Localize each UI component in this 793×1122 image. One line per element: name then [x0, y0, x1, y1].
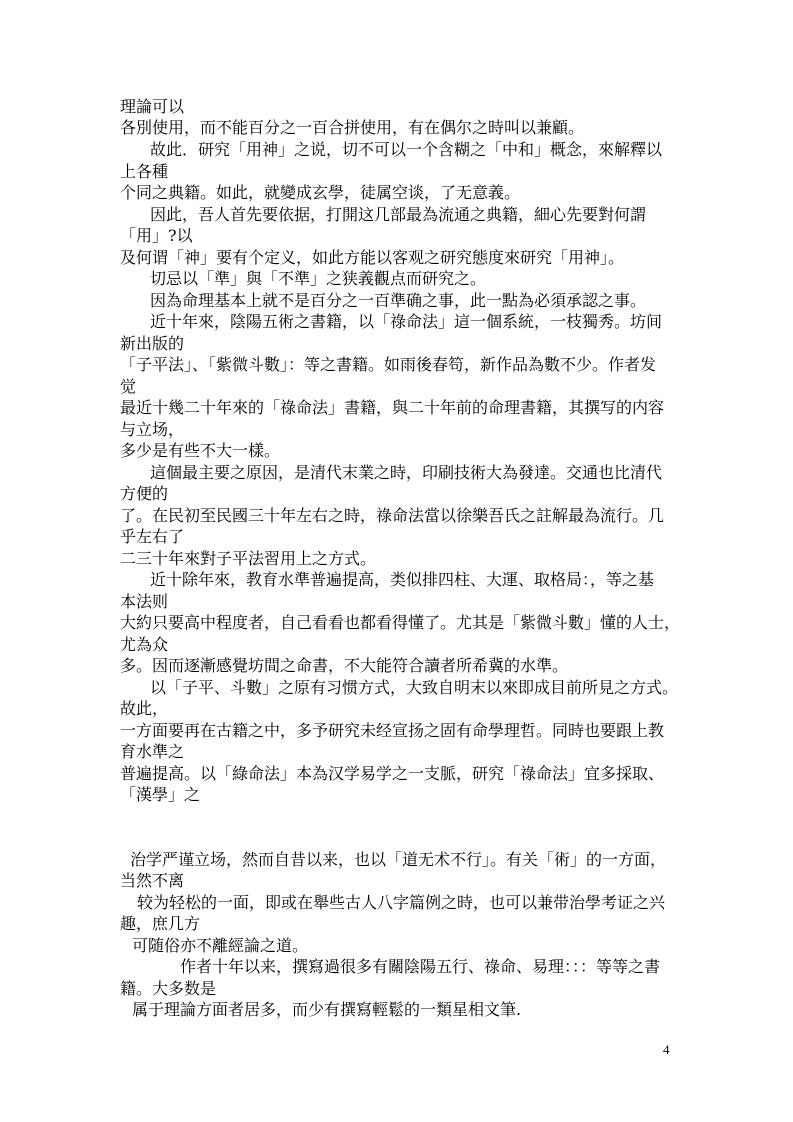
text-line: 尤為众: [120, 635, 169, 654]
text-line: 上各種: [120, 162, 169, 181]
text-line: 切忌以「準」與「不準」之狭義觀点而研究之。: [150, 269, 487, 288]
text-line: 作者十年以来，撰寫過很多有關陰陽五行、祿命、易理：：：等等之書: [180, 957, 661, 976]
text-line: 因為命理基本上就不是百分之一百準确之事，此一點為必須承認之事。: [150, 291, 647, 310]
text-line: 方便的: [120, 484, 169, 503]
text-line: 「子平法」、「紫微斗數」：等之書籍。如雨後春笱，新作品為數不少。作者发: [120, 355, 657, 374]
text-line: 以「子平、斗數」之原有习惯方式，大致自明末以來即成目前所見之方式。: [150, 678, 679, 697]
text-line: 个同之典籍。如此，就變成玄學，徒属空谈，了无意義。: [120, 183, 521, 202]
text-line: 大約只要高中程度者，自己看看也都看得懂了。尤其是「紫微斗數」懂的人士，: [120, 613, 681, 632]
text-line: 觉: [120, 377, 137, 396]
text-line: 与立场，: [120, 420, 185, 439]
text-line: 趣，庶几方: [120, 914, 201, 933]
text-line: 可随俗亦不離經論之道。: [132, 936, 309, 955]
text-line: 二三十年來對子平法習用上之方式。: [120, 549, 377, 568]
text-line: 普遍提高。以「綠命法」本為汉学易学之一支脈，研究「祿命法」宜多採取、: [120, 764, 665, 783]
text-line: 本法则: [120, 592, 169, 611]
text-line: 多。因而逐漸感覺坊間之命書，不大能符合讀者所希冀的水準。: [120, 656, 569, 675]
text-line: 治学严谨立场，然而自昔以来，也以「道无术不行」。有关「術」的一方面，: [130, 850, 667, 869]
text-line: 多少是有些不大一樣。: [120, 441, 281, 460]
text-line: 故此，: [120, 699, 169, 718]
text-line: 近十除年來，教育水準普遍提高，类似排四柱、大運、取格局：，等之基: [150, 570, 655, 589]
text-line: 育水準之: [120, 742, 185, 761]
text-line: 故此．研究「用神」之说，切不可以一个含糊之「中和」概念，來解釋以: [150, 140, 663, 159]
text-line: 了。在民初至民國三十年左右之時，祿命法當以徐樂吾氏之註解最為流行。几: [120, 506, 665, 525]
text-line: 各別使用，而不能百分之一百合拼使用，有在偶尔之時叫以兼顧。: [120, 118, 585, 137]
text-line: 当然不离: [120, 871, 185, 890]
text-line: 最近十幾二十年來的「祿命法」書籍，與二十年前的命理書籍，其撰写的内容: [120, 398, 665, 417]
text-line: 及何谓「神」要有个定义，如此方能以客观之研究態度來研究「用神」。: [120, 248, 625, 267]
text-line: 一方面要再在古籍之中，多予研究未经宣扬之固有命學理哲。同時也要跟上教: [120, 721, 665, 740]
text-line: 這個最主要之原因，是清代末業之時，印刷技術大為發達。交通也比清代: [150, 463, 663, 482]
text-line: 理論可以: [120, 97, 185, 116]
text-line: 属于理論方面者居多，而少有撰寫輕鬆的一類星相文筆.: [132, 1000, 522, 1019]
page-number: 4: [663, 1042, 670, 1057]
text-line: 籍。大多数是: [120, 979, 217, 998]
text-line: 「用」?以: [120, 226, 193, 245]
text-line: 「漢學」之: [120, 785, 201, 804]
text-line: 乎左右了: [120, 527, 185, 546]
text-line: 较为轻松的一面，即或在舉些古人八字篇例之時，也可以兼带治學考证之兴: [137, 893, 666, 912]
text-line: 因此，吾人首先要依据，打開这几部最為流通之典籍，細心先要對何謂: [150, 205, 647, 224]
text-line: 新出版的: [120, 334, 185, 353]
text-line: 近十年來，陰陽五術之書籍，以「祿命法」這一個系統，一枝獨秀。坊间: [150, 312, 663, 331]
